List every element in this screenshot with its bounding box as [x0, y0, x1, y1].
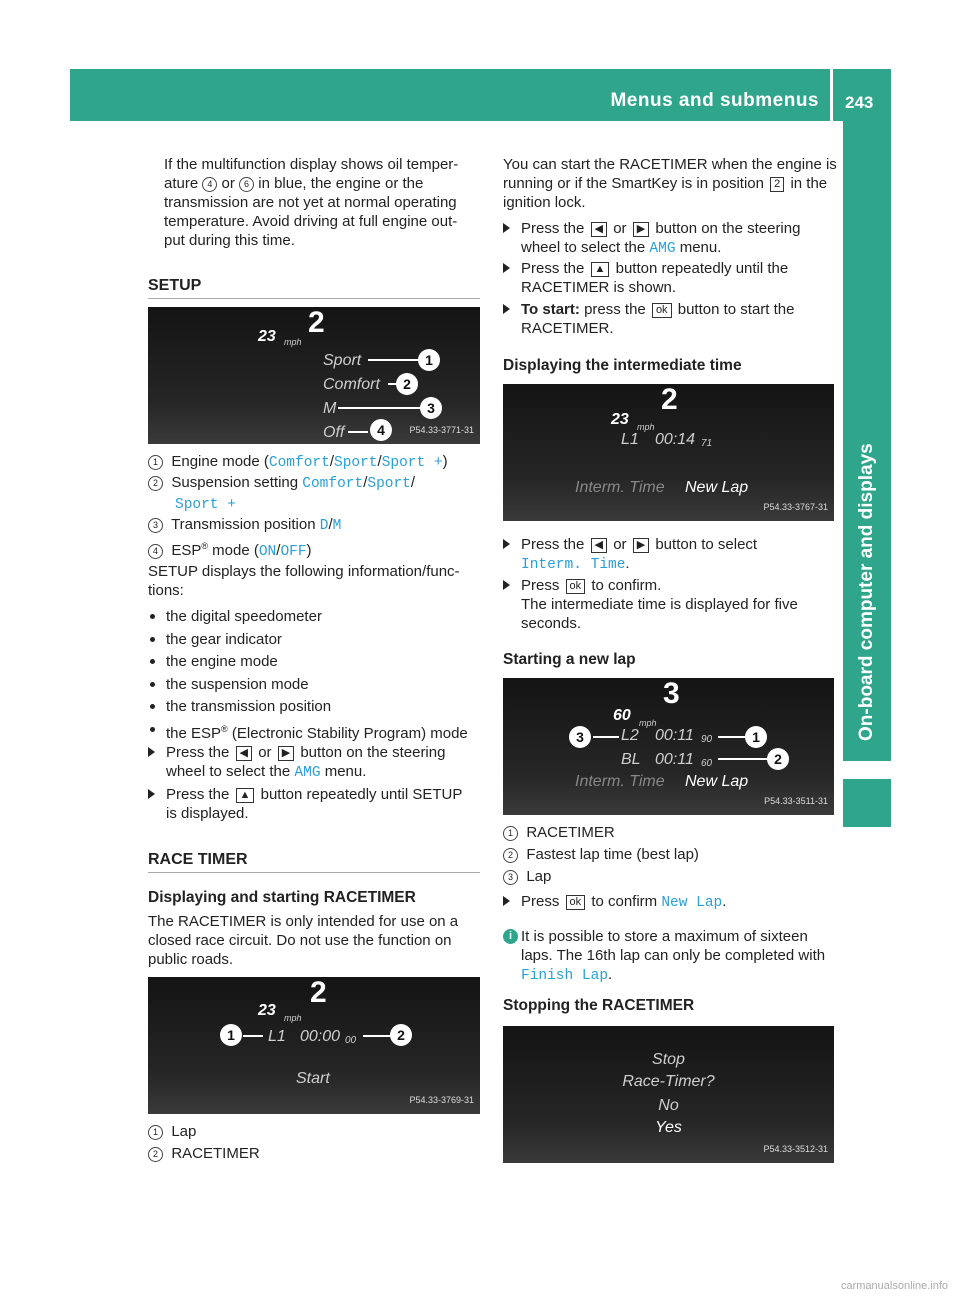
- start-paragraph: You can start the RACETIMER when the engine is running or if the SmartKey is in position 2 in the ignition lock.: [503, 156, 837, 211]
- step-item: To start: press the ok button to start the RACETIMER.: [503, 300, 853, 338]
- callout-4: 4: [370, 419, 392, 441]
- legend-item: 2 Fastest lap time (best lap): [503, 845, 699, 864]
- callout-3: 3: [420, 397, 442, 419]
- bullet-item: the ESP® (Electronic Stability Program) mode: [148, 720, 498, 743]
- intro-paragraph: If the multifunction display shows oil temper- ature 4 or 6 in blue, the engine or the transmission are not yet at normal operating temperature. Avoid driving at full engine out- put during this time.: [164, 156, 459, 249]
- left-arrow-key-icon: ◀: [591, 222, 607, 237]
- callout-2: 2: [396, 373, 418, 395]
- side-tab-label: On-board computer and displays: [856, 443, 877, 741]
- side-tab: [843, 121, 891, 761]
- stopping-heading: Stopping the RACETIMER: [503, 997, 695, 1014]
- right-arrow-key-icon: ▶: [633, 538, 649, 553]
- callout-3: 3: [569, 726, 591, 748]
- setup-description: SETUP displays the following information/func- tions:: [148, 563, 460, 599]
- race-start-image: 23 mph 2 L1 00:00 00 1 2 Start P54.33-3769-31: [148, 977, 480, 1114]
- displaying-heading: Displaying and starting RACETIMER: [148, 889, 416, 906]
- bullet-item: the suspension mode: [148, 675, 498, 694]
- legend-item: 1 Lap: [148, 1122, 196, 1141]
- callout-2: 2: [767, 748, 789, 770]
- up-arrow-key-icon: ▲: [236, 788, 255, 803]
- left-arrow-key-icon: ◀: [591, 538, 607, 553]
- setup-rule: [148, 298, 480, 299]
- callout-1: 1: [220, 1024, 242, 1046]
- intermediate-heading: Displaying the intermediate time: [503, 357, 742, 374]
- bullet-item: the digital speedometer: [148, 607, 498, 626]
- step-item: Press the ◀ or ▶ button to select Interm. Time.: [503, 535, 853, 575]
- section-title: Menus and submenus: [610, 90, 819, 111]
- step-item: Press ok to confirm New Lap.: [503, 892, 853, 913]
- footer-watermark: carmanualsonline.info: [840, 1280, 948, 1292]
- header-divider: [830, 69, 833, 121]
- bullet-item: the gear indicator: [148, 630, 498, 649]
- race-timer-rule: [148, 872, 480, 873]
- step-item: Press the ◀ or ▶ button on the steering wheel to select the AMG menu.: [148, 743, 498, 783]
- right-arrow-key-icon: ▶: [278, 746, 294, 761]
- legend-item: 1 RACETIMER: [503, 823, 615, 842]
- bullet-item: the transmission position: [148, 697, 498, 716]
- displaying-paragraph: The RACETIMER is only intended for use on a closed race circuit. Do not use the function on public roads.: [148, 913, 459, 968]
- side-marker: [843, 779, 891, 827]
- new-lap-heading: Starting a new lap: [503, 651, 636, 668]
- page-header: [70, 69, 891, 121]
- new-lap-image: 60 mph 3 L2 00:11 90 BL 00:11 60 1 2 3 Interm. Time New Lap P54.33-3511-31: [503, 678, 834, 815]
- left-arrow-key-icon: ◀: [236, 746, 252, 761]
- up-arrow-key-icon: ▲: [591, 262, 610, 277]
- legend-item: 2 RACETIMER: [148, 1144, 260, 1163]
- note-paragraph: It is possible to store a maximum of sixteen laps. The 16th lap can only be completed with Finish Lap.: [521, 928, 826, 984]
- callout-1: 1: [418, 349, 440, 371]
- legend-item: 1 Engine mode (Comfort/Sport/Sport +): [148, 452, 480, 473]
- step-item: Press ok to confirm. The intermediate time is displayed for five seconds.: [503, 576, 853, 633]
- callout-2: 2: [390, 1024, 412, 1046]
- bullet-item: the engine mode: [148, 652, 498, 671]
- legend-item: 3 Transmission position D/M: [148, 515, 480, 536]
- callout-1: 1: [745, 726, 767, 748]
- info-icon: i: [503, 929, 518, 944]
- page-number: 243: [845, 93, 874, 112]
- setup-display-image: 23 mph 2 Sport Comfort M Off 1 2 3 4 P54.33-3771-31: [148, 307, 480, 444]
- step-item: Press the ▲ button repeatedly until SETUP is displayed.: [148, 785, 498, 823]
- right-arrow-key-icon: ▶: [633, 222, 649, 237]
- setup-heading: SETUP: [148, 277, 202, 294]
- legend-item: 2 Suspension setting Comfort/Sport/ Sport +: [148, 473, 480, 515]
- legend-item: 3 Lap: [503, 867, 551, 886]
- intermediate-image: 23 mph 2 L1 00:14 71 Interm. Time New Lap P54.33-3767-31: [503, 384, 834, 521]
- legend-item: 4 ESP® mode (ON/OFF): [148, 537, 480, 562]
- step-item: Press the ▲ button repeatedly until the RACETIMER is shown.: [503, 259, 853, 297]
- stop-image: Stop Race-Timer? No Yes P54.33-3512-31: [503, 1026, 834, 1163]
- step-item: Press the ◀ or ▶ button on the steering wheel to select the AMG menu.: [503, 219, 853, 259]
- race-timer-heading: RACE TIMER: [148, 851, 248, 868]
